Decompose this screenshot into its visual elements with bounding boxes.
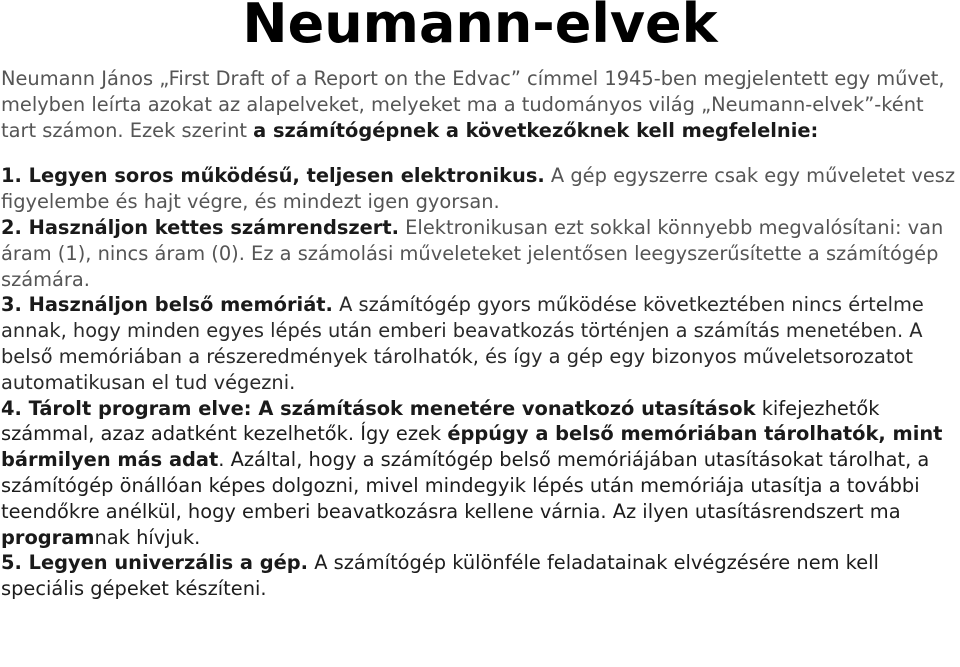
principle-4-text-1: kifejezhetők számmal, azaz adatként kezelhetők. Így ezek bbox=[1, 396, 880, 446]
principle-1-lead: 1. Legyen soros működésű, teljesen elektronikus. bbox=[1, 164, 545, 188]
page-title: Neumann-elvek bbox=[242, 0, 718, 55]
principle-1-text: A gép egyszerre csak egy műveletet vesz figyelembe és hajt végre, és mindezt igen gyorsan. bbox=[1, 164, 956, 214]
principle-4-lead: 4. Tárolt program elve: A számítások menetére vonatkozó utasítások bbox=[1, 396, 756, 420]
intro-text: Neumann János „First Draft of a Report on the Edvac” címmel 1945-ben megjelentett egy művet, melyben leírta azokat az alapelveket, melyeket ma a tudományos világ „Neumann-elvek”-ként tart számon. Ezek szerint bbox=[1, 67, 945, 142]
intro-bold: a számítógépnek a következőknek kell megfelelnie: bbox=[253, 118, 819, 142]
principle-3 bbox=[1, 292, 959, 395]
principle-2 bbox=[1, 215, 959, 292]
principle-4-bold-1: éppúgy a belső memóriában tárolhatók, mint bármilyen más adat bbox=[1, 422, 943, 472]
principle-5 bbox=[1, 550, 959, 602]
principle-3-lead: 3. Használjon belső memóriát. bbox=[1, 293, 333, 317]
document-body bbox=[1, 66, 959, 602]
intro-paragraph bbox=[1, 66, 959, 143]
principle-2-lead: 2. Használjon kettes számrendszert. bbox=[1, 215, 400, 239]
principle-5-lead: 5. Legyen univerzális a gép. bbox=[1, 551, 309, 575]
principle-3-text: A számítógép gyors működése következtében nincs értelme annak, hogy minden egyes lépés után emberi beavatkozás történjen a számítás menetében. A belső memóriában a részeredmények tárolhatók, és így a gép egy bizonyos műveletsorozatot automatikusan el tud végezni. bbox=[1, 293, 924, 394]
principle-4-text-3: nak hívjuk. bbox=[94, 525, 201, 549]
principle-4-text-2: . Azáltal, hogy a számítógép belső memóriájában utasításokat tárolhat, a számítógép önállóan képes dolgozni, mivel mindegyik lépés után memóriája utasítja a további teendőkre anélkül, hogy emberi beavatkozásra kellene várnia. Az ilyen utasításrendszert ma bbox=[1, 448, 930, 523]
principle-4 bbox=[1, 396, 959, 551]
principle-1 bbox=[1, 163, 959, 215]
principle-5-text: A számítógép különféle feladatainak elvégzésére nem kell speciális gépeket készíteni. bbox=[1, 551, 879, 601]
principle-4-bold-2: program bbox=[1, 525, 95, 549]
principle-2-text: Elektronikusan ezt sokkal könnyebb megvalósítani: van áram (1), nincs áram (0). Ez a számolási műveleteket jelentősen leegyszerűsítette a számítógép számára. bbox=[1, 215, 944, 291]
